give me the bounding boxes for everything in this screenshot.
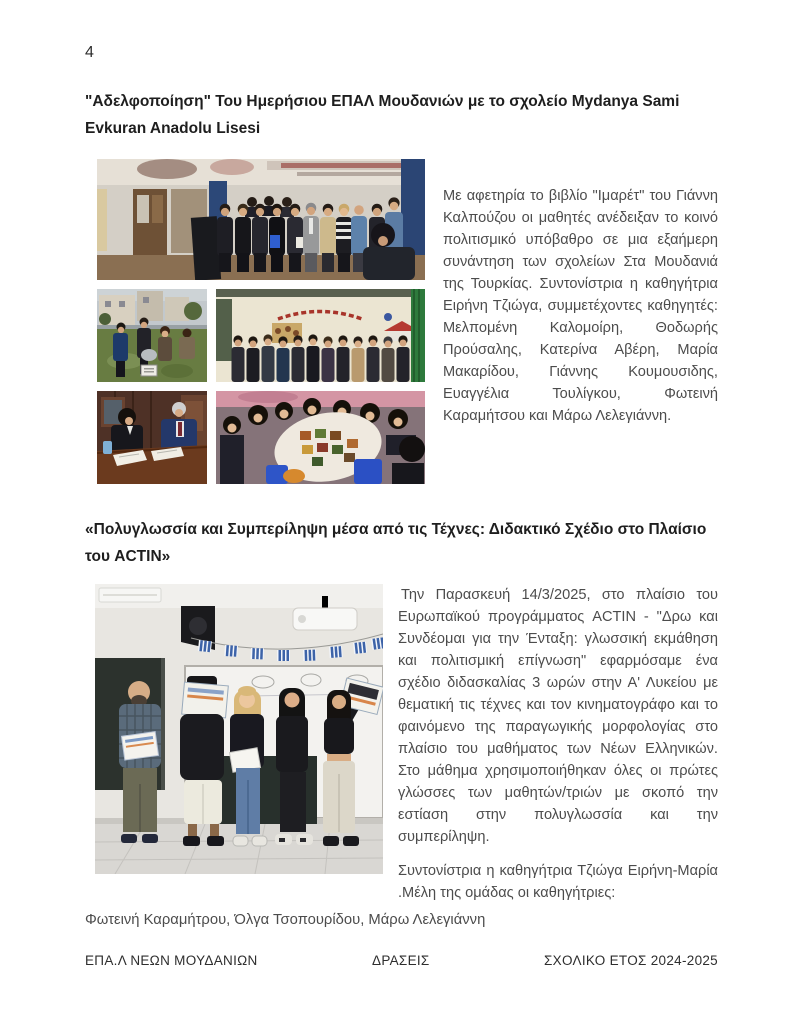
section2-heading: «Πολυγλωσσία και Συμπερίληψη μέσα από τις Τέχνες: Διδακτικό Σχέδιο στο Πλαίσιο του ACTIN»	[85, 521, 707, 565]
collage-row-middle	[97, 289, 425, 382]
photo-signing-ceremony	[97, 391, 207, 484]
photo-delegation-group	[97, 159, 425, 280]
section1-paragraph: Με αφετηρία το βιβλίο "Ιμαρέτ" του Γιάννη Καλπούζου οι μαθητές ανέδειξαν το κοινό πολιτισμικό υπόβαθρο σε μια εξαήμερη συνάντηση των σχολείων Στα Μουδανιά της Τουρκίας. Συντονίστρια η καθηγήτρια Ειρήνη Τζιώγα, συμμετέχοντες καθηγητές: Μελπομένη Καλομοίρη, Θοδωρής Προύσαλης, Κατερίνα Αβέρη, Μαρία Μακαρίδου, Γιάννης Κουμουσιδης, Ευαγγέλια Τουλίγκου, Φωτεινή Καραμήτσου και Μάρω Λελεγιάννη.	[443, 188, 718, 424]
section2-paragraph2: Συντονίστρια η καθηγήτρια Τζιώγα Ειρήνη-Μαρία .Μέλη της ομάδας οι καθηγήτριες:	[398, 863, 718, 901]
page-footer	[85, 953, 718, 968]
section2-text	[398, 584, 718, 904]
team-members-caption: Φωτεινή Καραμήτρου, Όλγα Τσοπουρίδου, Μάρω Λελεγιάννη	[85, 912, 486, 928]
photo-collage	[97, 159, 425, 484]
section2	[85, 584, 718, 943]
photo-tree-planting	[97, 289, 207, 382]
footer-school-year: ΣΧΟΛΙΚΟ ΕΤΟΣ 2024-2025	[544, 953, 718, 968]
footer-school-name: ΕΠΑ.Λ ΝΕΩΝ ΜΟΥΔΑΝΙΩΝ	[85, 953, 258, 968]
page-number: 4	[85, 44, 94, 61]
photo-actin-classroom	[95, 584, 383, 904]
photo-museum-group	[216, 289, 425, 382]
section1-heading: "Αδελφοποίηση" Του Ημερήσιου ΕΠΑΛ Μουδανιών με το σχολείο Mydanya Sami Evkuran Anadolu Lisesi	[85, 93, 680, 137]
footer-section-title: ΔΡΑΣΕΙΣ	[372, 953, 430, 968]
section1	[85, 159, 718, 484]
collage-row-bottom	[97, 391, 425, 484]
photo-students-palette	[216, 391, 425, 484]
section2-paragraph1: Την Παρασκευή 14/3/2025, στο πλαίσιο του Ευρωπαϊκού προγράμματος ACTIN - "Δρω και Συνδέομαι για την Ένταξη: γλωσσική εκμάθηση και πολιτισμική επίγνωση" εφαρμόσαμε ένα σχέδιο διδασκαλίας 3 ωρών στην Α' Λυκείου με θεματική τις τέχνες και τον κινηματογράφο και το φαινόμενο της παραγωγικής μορφολογίας στο πλαίσιο του μαθήματος των Νέων Ελληνικών. Στο μάθημα χρησιμοποιήθηκαν όλες οι πρώτες γλώσσες των μαθητών/τριών με σκοπό την εστίαση στην πολυγλωσσία και την συμπερίληψη.	[398, 587, 718, 845]
